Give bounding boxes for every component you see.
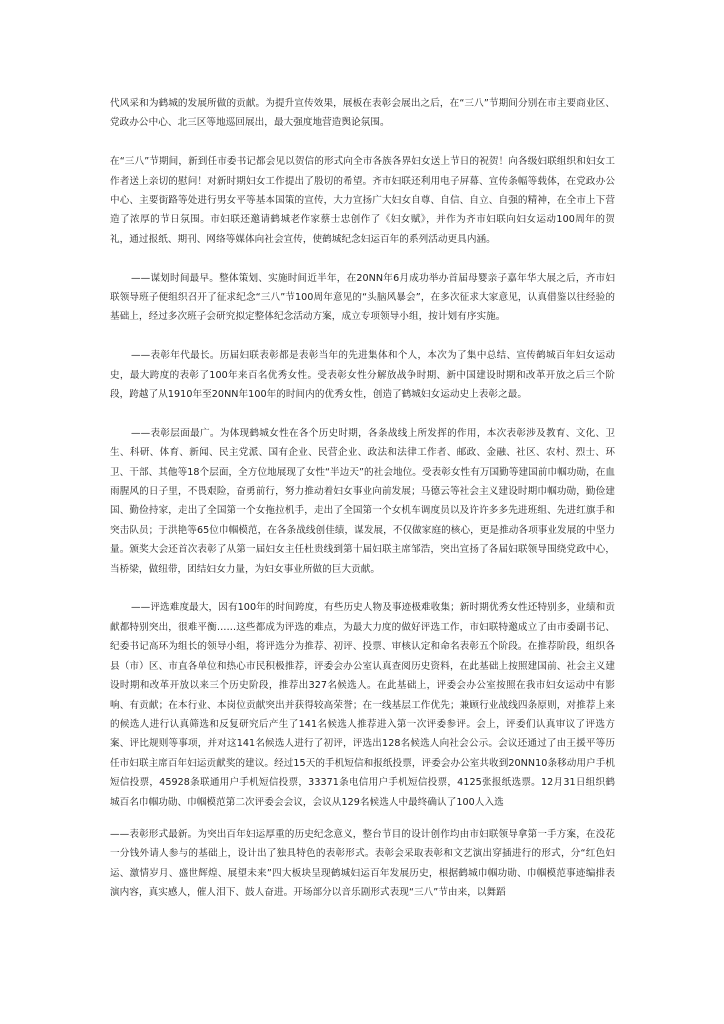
paragraph-womens-day-greetings: 在“三八”节期间，新到任市委书记都会见以贺信的形式向全市各族各界妇女送上节日的祝贺！向各级妇联组织和妇女工作者送上亲切的慰问！对新时期妇女工作提出了殷切的希望。齐市妇联还利用电子屏幕、宣传条幅等载体，在党政办公中心、主要街路等处进行男女平等基本国策的宣传，大力宣扬广大妇女自尊、自信、自立、自强的精神，在全市上下营造了浓厚的节日氛围。市妇联还邀请鹤城老作家蔡士忠创作了《妇女赋》，并作为齐市妇联向妇女运动100周年的贺礼，通过报纸、期刊、网络等媒体向社会宣传，使鹤城纪念妇运百年的系列活动更具内涵。 — [110, 156, 615, 245]
paragraph-widest-scope: ——表彰层面最广。为体现鹤城女性在各个历史时期，各条战线上所发挥的作用，本次表彰涉及教育、文化、卫生、科研、体育、新闻、民主党派、国有企业、民营企业、政法和法律工作者、邮政、金融、社区、农村、烈士、环卫、干部、其他等18个层面，全方位地展现了女性“半边天”的社会地位。受表彰女性有万国勤等建国前巾帼功勋，在血雨腥风的日子里，不畏艰险，奋勇前行，努力推动着妇女事业向前发展；马德云等社会主义建设时期巾帼功勋，勤俭建国、勤俭持家，走出了全国第一个女拖拉机手，走出了全国第一个女机车调度员以及许许多多先进班组、先进红旗手和突击队员；于洪艳等65位巾帼模范，在各条战线创佳绩，谋发展，不仅做家庭的核心，更是推动各项事业发展的中坚力量。颁奖大会还首次表彰了从第一届妇女主任杜贵线到第十届妇联主席邹浩，突出宣扬了各届妇联领导围绕党政中心，当桥梁，做纽带，团结妇女力量，为妇女事业所做的巨大贡献。 — [110, 427, 615, 575]
paragraph-selection-difficulty: ——评选难度最大，因有100年的时间跨度，有些历史人物及事迹极难收集；新时期优秀女性还特别多，业绩和贡献都特别突出，很难平衡……这些都成为评选的难点，为最大力度的做好评选工作，市妇联特邀成立了由市委副书记、纪委书记高环为组长的领导小组，将评选分为推荐、初评、投票、审核认定和命名表彰五个阶段。在推荐阶段，组织各县（市）区、市直各单位和热心市民积极推荐，评委会办公室认真查阅历史资料，在此基础上按照建国前、社会主义建设时期和改革开放以来三个历史阶段，推荐出327名候选人。在此基础上，评委会办公室按照在我市妇女运动中有影响、有贡献；在本行业、本岗位贡献突出并获得较高荣誉；在一线基层工作优先；兼顾行业战线四条原则，对推荐上来的候选人进行认真筛选和反复研究后产生了141名候选人推荐进入第一次评委参评。会上，评委们认真审议了评选方案、评比规则等事项，并对这141名候选人进行了初评，评选出128名候选人向社会公示。会议还通过了由王援平等历任市妇联主席百年妇运贡献奖的建议。经过15天的手机短信和报纸投票，评委会办公室共收到20NN10条移动用户手机短信投票，45928条联通用户手机短信投票，33371条电信用户手机短信投票，4125张报纸选票。12月31日组织鹤城百名巾帼功勋、巾帼模范第二次评委会会议，会议从129名候选人中最终确认了100人入选 — [110, 602, 615, 808]
paragraph-longest-era: ——表彰年代最长。历届妇联表彰都是表彰当年的先进集体和个人，本次为了集中总结、宣传鹤城百年妇女运动史，最大跨度的表彰了100年来百名优秀女性。受表彰女性分解放战争时期、新中国建设时期和改革开放之后三个阶段，跨越了从1910年至20NN年100年的时间内的优秀女性，创造了鹤城妇女运动史上表彰之最。 — [110, 350, 615, 401]
paragraph-newest-format: ——表彰形式最新。为突出百年妇运厚重的历史纪念意义，整台节目的设计创作均由市妇联领导拿第一手方案，在没花一分钱外请人参与的基础上，设计出了独具特色的表彰形式。表彰会采取表彰和文艺演出穿插进行的形式，分“红色妇运、激情岁月、盛世辉煌、展望未来”四大板块呈现鹤城妇运百年发展历史，根据鹤城巾帼功勋、巾帼模范事迹编排表演内容，真实感人，催人泪下、鼓人奋进。开场部分以音乐剧形式表现“三八”节由来，以舞蹈 — [110, 828, 615, 899]
paragraph-exhibition-tour: 代风采和为鹤城的发展所做的贡献。为提升宣传效果，展板在表彰会展出之后，在“三八”节期间分别在市主要商业区、党政办公中心、北三区等地巡回展出，最大强度地营造舆论氛围。 — [110, 98, 615, 129]
paragraph-earliest-planning: ——谋划时间最早。整体策划、实施时间近半年，在20NN年6月成功举办首届母婴亲子嘉年华大展之后，齐市妇联领导班子便组织召开了征求纪念“三八”节100周年意见的“头脑风暴会”，在多次征求大家意见，认真借鉴以往经验的基础上，经过多次班子会研究拟定整体纪念活动方案，成立专项领导小组，按计划有序实施。 — [110, 272, 615, 323]
document-page — [110, 94, 615, 922]
